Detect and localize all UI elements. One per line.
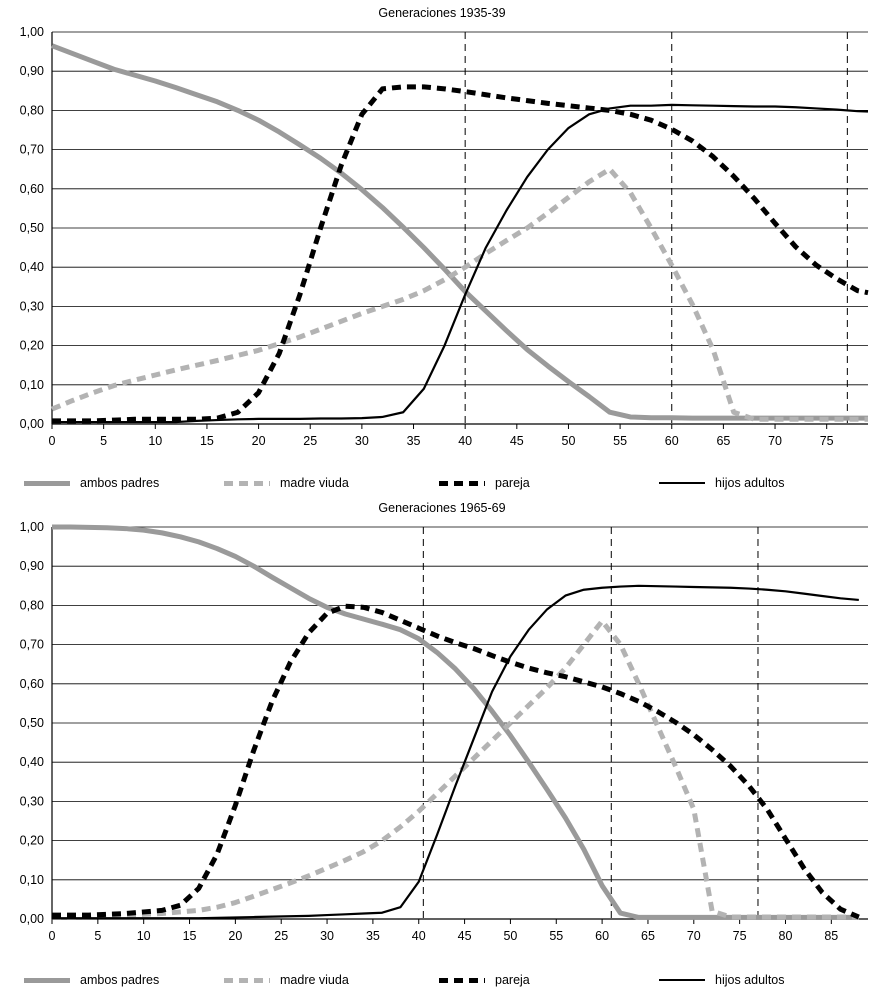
- legend-item-hijos-adultos: [659, 476, 785, 490]
- svg-text:10: 10: [136, 929, 151, 943]
- svg-text:0,50: 0,50: [19, 716, 44, 730]
- legend-item-ambos-padres: [24, 476, 224, 490]
- svg-text:85: 85: [824, 929, 839, 943]
- svg-text:40: 40: [458, 434, 473, 448]
- legend-label: pareja: [495, 973, 530, 987]
- chart-block-1935-39: [0, 0, 884, 497]
- legend-label: ambos padres: [80, 476, 160, 490]
- legend-label: pareja: [495, 476, 530, 490]
- svg-text:0: 0: [48, 929, 56, 943]
- svg-text:45: 45: [457, 929, 472, 943]
- legend-label: madre viuda: [280, 973, 349, 987]
- svg-text:55: 55: [549, 929, 564, 943]
- svg-text:10: 10: [148, 434, 163, 448]
- svg-text:35: 35: [406, 434, 421, 448]
- svg-text:75: 75: [732, 929, 747, 943]
- legend-swatch-icon: [224, 978, 270, 983]
- svg-text:25: 25: [274, 929, 289, 943]
- svg-text:0,30: 0,30: [19, 794, 44, 809]
- legend-item-ambos-padres: [24, 973, 224, 987]
- chart-title: Generaciones 1965-69: [378, 501, 506, 515]
- svg-text:0,00: 0,00: [19, 417, 44, 431]
- svg-text:5: 5: [100, 434, 108, 448]
- svg-text:30: 30: [320, 929, 335, 943]
- plot-area: [0, 515, 884, 957]
- plot-area: [0, 20, 884, 460]
- legend-swatch-icon: [224, 481, 270, 486]
- svg-text:0,20: 0,20: [19, 833, 44, 848]
- chart-svg-1935-39: [0, 20, 884, 460]
- legend-label: hijos adultos: [715, 973, 785, 987]
- svg-text:50: 50: [503, 929, 518, 943]
- svg-text:0,30: 0,30: [19, 299, 44, 314]
- legend-label: madre viuda: [280, 476, 349, 490]
- svg-text:25: 25: [303, 434, 318, 448]
- svg-text:0,10: 0,10: [19, 377, 44, 392]
- svg-text:60: 60: [595, 929, 610, 943]
- svg-text:0,90: 0,90: [19, 559, 44, 574]
- svg-text:70: 70: [768, 434, 782, 448]
- legend-item-pareja: [439, 973, 659, 987]
- svg-text:65: 65: [716, 434, 731, 448]
- legend-swatch-icon: [24, 978, 70, 983]
- svg-text:0,40: 0,40: [19, 260, 44, 275]
- legend-swatch-icon: [439, 978, 485, 983]
- svg-text:0,60: 0,60: [19, 676, 44, 691]
- svg-text:0,70: 0,70: [19, 637, 44, 652]
- svg-text:15: 15: [182, 929, 197, 943]
- legend-label: ambos padres: [80, 973, 160, 987]
- svg-text:0: 0: [48, 434, 56, 448]
- svg-text:0,40: 0,40: [19, 755, 44, 770]
- legend-item-hijos-adultos: [659, 973, 785, 987]
- svg-text:50: 50: [561, 434, 576, 448]
- chart-title: Generaciones 1935-39: [378, 6, 506, 20]
- svg-text:1,00: 1,00: [19, 25, 44, 39]
- svg-text:0,80: 0,80: [19, 103, 44, 118]
- legend-item-madre-viuda: [224, 476, 439, 490]
- svg-text:1,00: 1,00: [19, 520, 44, 534]
- chart-block-1965-69: [0, 497, 884, 1002]
- svg-text:70: 70: [686, 929, 701, 943]
- svg-text:45: 45: [509, 434, 524, 448]
- svg-text:0,10: 0,10: [19, 872, 44, 887]
- chart-legend: [0, 957, 884, 1003]
- svg-text:40: 40: [411, 929, 426, 943]
- svg-text:80: 80: [778, 929, 793, 943]
- legend-item-pareja: [439, 476, 659, 490]
- svg-text:0,00: 0,00: [19, 912, 44, 926]
- svg-text:0,80: 0,80: [19, 598, 44, 613]
- svg-text:0,70: 0,70: [19, 142, 44, 157]
- svg-text:75: 75: [819, 434, 834, 448]
- svg-text:35: 35: [365, 929, 380, 943]
- svg-text:15: 15: [199, 434, 214, 448]
- svg-text:0,20: 0,20: [19, 338, 44, 353]
- legend-swatch-icon: [659, 482, 705, 485]
- svg-text:60: 60: [664, 434, 679, 448]
- legend-swatch-icon: [439, 481, 485, 486]
- svg-text:20: 20: [251, 434, 266, 448]
- legend-swatch-icon: [24, 481, 70, 486]
- chart-svg-1965-69: [0, 515, 884, 957]
- legend-label: hijos adultos: [715, 476, 785, 490]
- svg-text:20: 20: [228, 929, 243, 943]
- svg-text:0,90: 0,90: [19, 64, 44, 79]
- svg-text:30: 30: [354, 434, 369, 448]
- legend-item-madre-viuda: [224, 973, 439, 987]
- svg-text:0,50: 0,50: [19, 221, 44, 235]
- svg-text:0,60: 0,60: [19, 181, 44, 196]
- svg-text:5: 5: [94, 929, 102, 943]
- legend-swatch-icon: [659, 979, 705, 982]
- svg-text:55: 55: [613, 434, 628, 448]
- svg-text:65: 65: [641, 929, 655, 943]
